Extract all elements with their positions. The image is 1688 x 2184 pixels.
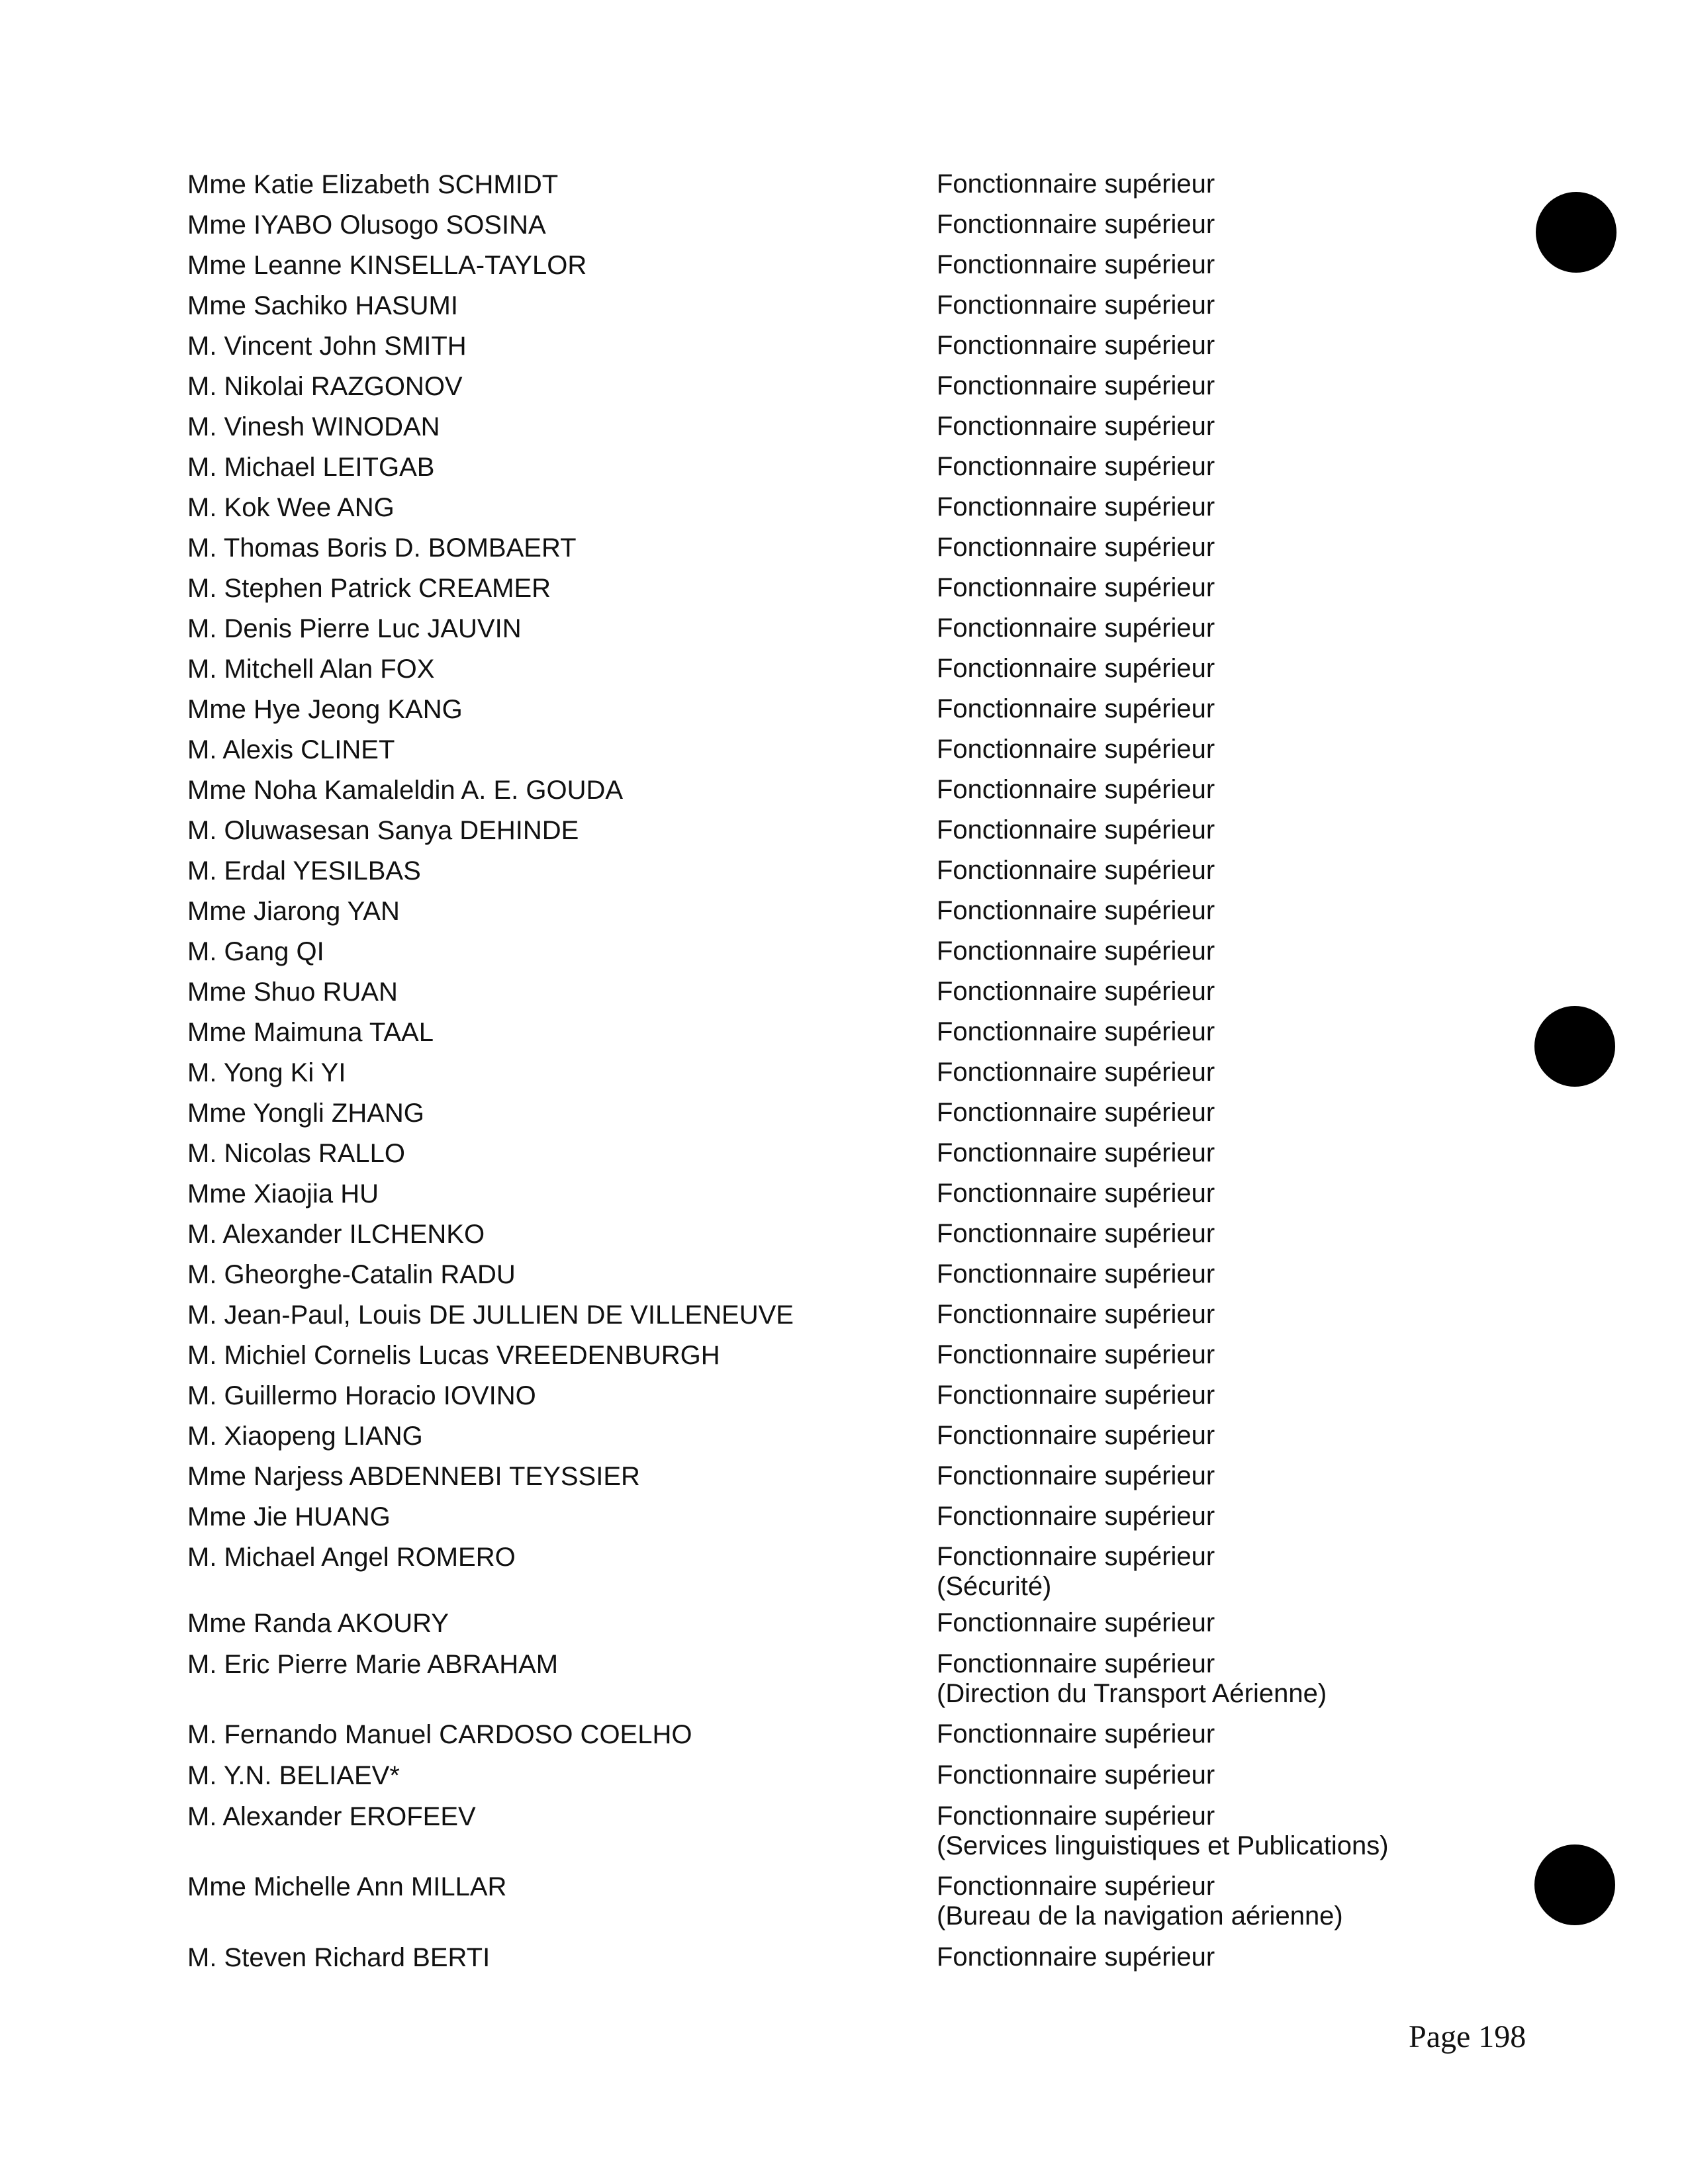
department-line: (Bureau de la navigation aérienne) xyxy=(937,1901,1343,1931)
title-line: Fonctionnaire supérieur xyxy=(937,533,1215,562)
person-title xyxy=(937,775,1215,805)
title-line: Fonctionnaire supérieur xyxy=(937,856,1215,885)
department-line: (Services linguistiques et Publications) xyxy=(937,1831,1389,1860)
person-title xyxy=(937,412,1215,441)
person-name: M. Oluwasesan Sanya DEHINDE xyxy=(187,816,579,845)
person-name: M. Gheorghe-Catalin RADU xyxy=(187,1260,516,1289)
person-name: Mme Sachiko HASUMI xyxy=(187,291,458,320)
binder-hole-top xyxy=(1536,192,1617,273)
title-line: Fonctionnaire supérieur xyxy=(937,1719,1215,1749)
title-line: Fonctionnaire supérieur xyxy=(937,896,1215,925)
person-name: Mme Jiarong YAN xyxy=(187,897,400,926)
title-line: Fonctionnaire supérieur xyxy=(937,735,1215,764)
person-title xyxy=(937,1421,1215,1451)
binder-hole-middle xyxy=(1534,1006,1615,1087)
person-name: M. Jean-Paul, Louis DE JULLIEN DE VILLENEUVE xyxy=(187,1300,794,1330)
title-line: Fonctionnaire supérieur xyxy=(937,1340,1215,1369)
person-title xyxy=(937,856,1215,886)
person-title xyxy=(937,977,1215,1007)
title-line: Fonctionnaire supérieur xyxy=(937,1017,1215,1046)
person-title xyxy=(937,1760,1215,1790)
binder-hole-bottom xyxy=(1534,1844,1615,1925)
title-line: Fonctionnaire supérieur xyxy=(937,1381,1215,1410)
person-name: M. Yong Ki YI xyxy=(187,1058,346,1087)
department-line: (Direction du Transport Aérienne) xyxy=(937,1679,1327,1708)
title-line: Fonctionnaire supérieur xyxy=(937,977,1215,1006)
title-line: Fonctionnaire supérieur xyxy=(937,169,1215,199)
person-name: Mme Xiaojia HU xyxy=(187,1179,379,1208)
person-name: M. Michiel Cornelis Lucas VREEDENBURGH xyxy=(187,1341,720,1370)
person-title xyxy=(937,1801,1389,1861)
person-title xyxy=(937,492,1215,522)
person-title xyxy=(937,694,1215,724)
person-name: M. Mitchell Alan FOX xyxy=(187,655,435,684)
title-line: Fonctionnaire supérieur xyxy=(937,1300,1215,1329)
person-name: Mme Yongli ZHANG xyxy=(187,1099,424,1128)
person-name: Mme Leanne KINSELLA-TAYLOR xyxy=(187,251,587,280)
person-name: M. Erdal YESILBAS xyxy=(187,856,421,886)
person-name: Mme Katie Elizabeth SCHMIDT xyxy=(187,170,559,199)
person-title xyxy=(937,1502,1215,1531)
title-line: Fonctionnaire supérieur xyxy=(937,291,1215,320)
title-line: Fonctionnaire supérieur xyxy=(937,1942,1215,1972)
title-line: Fonctionnaire supérieur xyxy=(937,654,1215,683)
person-title xyxy=(937,1017,1215,1047)
person-name: M. Nicolas RALLO xyxy=(187,1139,405,1168)
person-title xyxy=(937,1098,1215,1128)
title-line: Fonctionnaire supérieur xyxy=(937,775,1215,804)
person-title xyxy=(937,371,1215,401)
person-name: Mme Michelle Ann MILLAR xyxy=(187,1872,507,1901)
person-name: Mme IYABO Olusogo SOSINA xyxy=(187,210,546,240)
person-title xyxy=(937,1058,1215,1087)
person-name: M. Alexander EROFEEV xyxy=(187,1802,476,1831)
person-title xyxy=(937,250,1215,280)
person-name: M. Xiaopeng LIANG xyxy=(187,1422,423,1451)
person-title xyxy=(937,1649,1327,1709)
person-name: M. Guillermo Horacio IOVINO xyxy=(187,1381,536,1410)
person-name: M. Alexander ILCHENKO xyxy=(187,1220,485,1249)
title-line: Fonctionnaire supérieur xyxy=(937,694,1215,723)
person-title xyxy=(937,735,1215,764)
person-name: Mme Shuo RUAN xyxy=(187,978,398,1007)
person-title xyxy=(937,815,1215,845)
person-title xyxy=(937,1381,1215,1410)
person-name: Mme Randa AKOURY xyxy=(187,1609,449,1638)
person-name: M. Thomas Boris D. BOMBAERT xyxy=(187,533,577,563)
person-title xyxy=(937,210,1215,240)
person-title xyxy=(937,936,1215,966)
person-name: M. Vincent John SMITH xyxy=(187,332,467,361)
person-title xyxy=(937,291,1215,320)
person-title xyxy=(937,452,1215,482)
title-line: Fonctionnaire supérieur xyxy=(937,815,1215,844)
person-name: Mme Maimuna TAAL xyxy=(187,1018,434,1047)
person-name: Mme Noha Kamaleldin A. E. GOUDA xyxy=(187,776,624,805)
person-name: Mme Hye Jeong KANG xyxy=(187,695,463,724)
title-line: Fonctionnaire supérieur xyxy=(937,1542,1215,1571)
title-line: Fonctionnaire supérieur xyxy=(937,1259,1215,1289)
person-name: M. Denis Pierre Luc JAUVIN xyxy=(187,614,522,643)
person-title xyxy=(937,573,1215,603)
person-title xyxy=(937,1608,1215,1638)
person-name: M. Michael LEITGAB xyxy=(187,453,435,482)
person-name: Mme Jie HUANG xyxy=(187,1502,391,1531)
person-name: M. Nikolai RAZGONOV xyxy=(187,372,463,401)
person-name: M. Gang QI xyxy=(187,937,324,966)
title-line: Fonctionnaire supérieur xyxy=(937,1138,1215,1167)
title-line: Fonctionnaire supérieur xyxy=(937,492,1215,522)
person-title xyxy=(937,1219,1215,1249)
title-line: Fonctionnaire supérieur xyxy=(937,573,1215,602)
title-line: Fonctionnaire supérieur xyxy=(937,250,1215,279)
title-line: Fonctionnaire supérieur xyxy=(937,1760,1215,1790)
person-name: M. Fernando Manuel CARDOSO COELHO xyxy=(187,1720,692,1749)
person-title xyxy=(937,169,1215,199)
title-line: Fonctionnaire supérieur xyxy=(937,1058,1215,1087)
title-line: Fonctionnaire supérieur xyxy=(937,210,1215,239)
title-line: Fonctionnaire supérieur xyxy=(937,1502,1215,1531)
person-title xyxy=(937,1300,1215,1330)
person-name: Mme Narjess ABDENNEBI TEYSSIER xyxy=(187,1462,640,1491)
person-title xyxy=(937,533,1215,563)
person-name: M. Eric Pierre Marie ABRAHAM xyxy=(187,1650,559,1679)
title-line: Fonctionnaire supérieur xyxy=(937,1608,1215,1637)
title-line: Fonctionnaire supérieur xyxy=(937,1179,1215,1208)
person-name: M. Kok Wee ANG xyxy=(187,493,395,522)
person-title xyxy=(937,331,1215,361)
person-name: M. Steven Richard BERTI xyxy=(187,1943,491,1972)
department-line: (Sécurité) xyxy=(937,1572,1052,1601)
person-title xyxy=(937,1461,1215,1491)
person-title xyxy=(937,1542,1215,1602)
person-title xyxy=(937,1942,1215,1972)
title-line: Fonctionnaire supérieur xyxy=(937,936,1215,966)
title-line: Fonctionnaire supérieur xyxy=(937,1421,1215,1450)
person-title xyxy=(937,614,1215,643)
person-name: M. Alexis CLINET xyxy=(187,735,395,764)
person-title xyxy=(937,1138,1215,1168)
person-title xyxy=(937,1872,1343,1931)
person-name: M. Michael Angel ROMERO xyxy=(187,1543,516,1572)
title-line: Fonctionnaire supérieur xyxy=(937,1219,1215,1248)
person-name: M. Stephen Patrick CREAMER xyxy=(187,574,551,603)
person-title xyxy=(937,1179,1215,1208)
page-number: Page 198 xyxy=(1409,2019,1526,2054)
person-title xyxy=(937,1259,1215,1289)
title-line: Fonctionnaire supérieur xyxy=(937,1098,1215,1127)
title-line: Fonctionnaire supérieur xyxy=(937,1649,1215,1678)
title-line: Fonctionnaire supérieur xyxy=(937,371,1215,400)
title-line: Fonctionnaire supérieur xyxy=(937,1461,1215,1490)
person-title xyxy=(937,654,1215,684)
title-line: Fonctionnaire supérieur xyxy=(937,412,1215,441)
title-line: Fonctionnaire supérieur xyxy=(937,452,1215,481)
title-line: Fonctionnaire supérieur xyxy=(937,614,1215,643)
person-name: M. Vinesh WINODAN xyxy=(187,412,440,441)
person-title xyxy=(937,1340,1215,1370)
person-title xyxy=(937,1719,1215,1749)
title-line: Fonctionnaire supérieur xyxy=(937,331,1215,360)
title-line: Fonctionnaire supérieur xyxy=(937,1872,1215,1901)
person-title xyxy=(937,896,1215,926)
title-line: Fonctionnaire supérieur xyxy=(937,1801,1215,1831)
person-name: M. Y.N. BELIAEV* xyxy=(187,1761,400,1790)
